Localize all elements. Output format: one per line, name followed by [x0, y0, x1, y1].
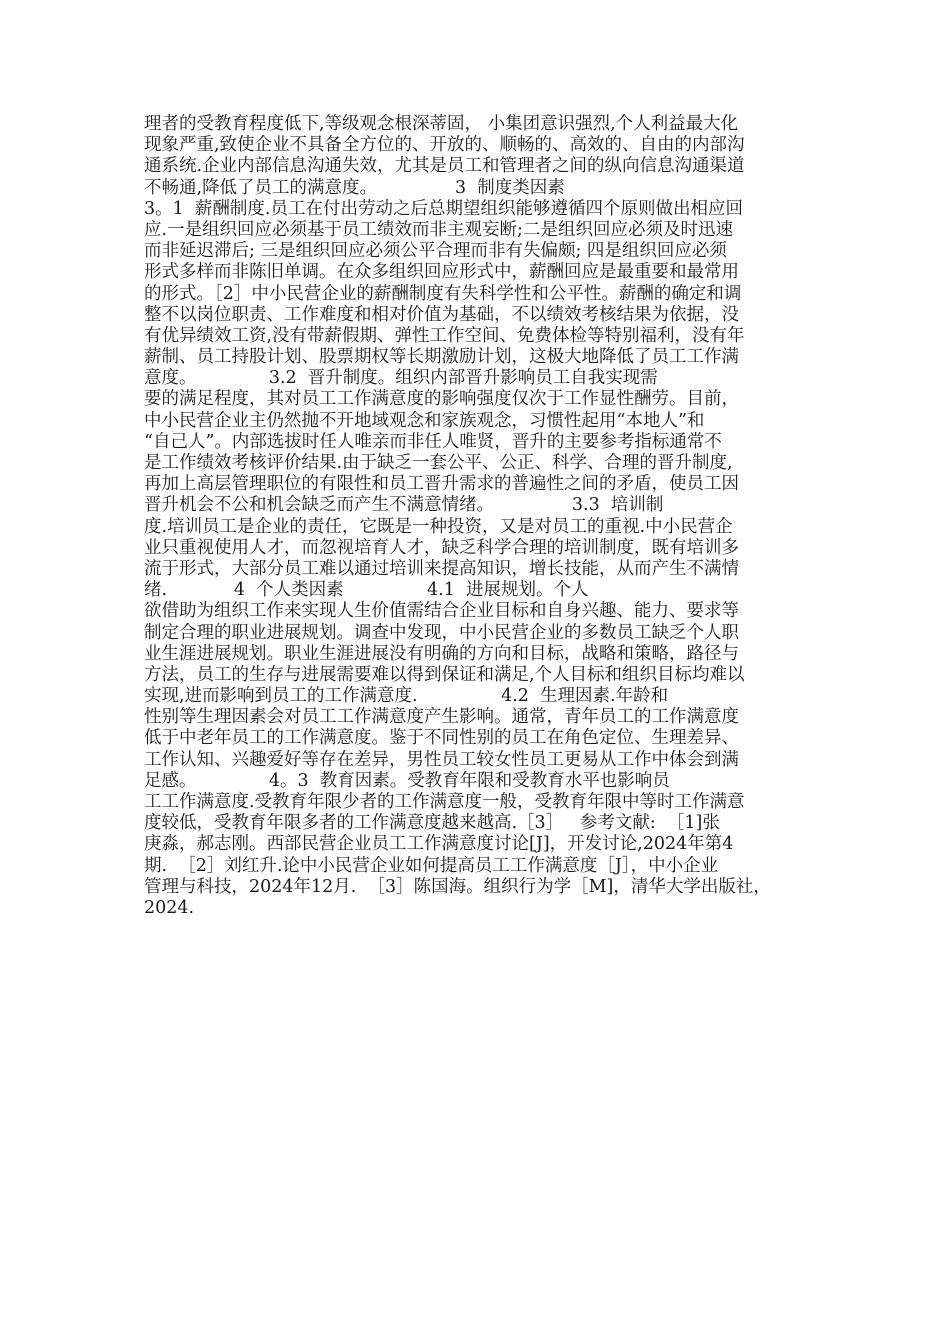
text-line: 现象严重,致使企业不具备全方位的、开放的、顺畅的、高效的、自由的内部沟 — [144, 135, 745, 156]
text-line: 理者的受教育程度低下,等级观念根深蒂固， 小集团意识强烈,个人利益最大化 — [144, 114, 739, 134]
text-line: 的形式。［2］中小民营企业的薪酬制度有失科学性和公平性。薪酬的确定和调 — [144, 283, 742, 304]
text-line: 欲借助为组织工作来实现人生价值需结合企业目标和自身兴趣、能力、要求等 — [144, 601, 739, 622]
text-line: 业生涯进展规划。职业生涯进展没有明确的方向和目标，战略和策略，路径与 — [144, 643, 739, 664]
text-line: “自己人”。内部选拔时任人唯亲而非任人唯贤，晋升的主要参考指标通常不 — [144, 431, 722, 452]
text-line: 而非延迟滞后; 三是组织回应必须公平合理而非有失偏颇; 四是组织回应必须 — [144, 241, 727, 262]
text-line: 流于形式，大部分员工难以通过培训来提高知识，增长技能，从而产生不满情 — [144, 558, 739, 579]
text-line: 中小民营企业主仍然抛不开地域观念和家族观念，习惯性起用“本地人”和 — [144, 410, 705, 431]
text-line: 方法，员工的生存与进展需要难以得到保证和满足,个人目标和组织目标均难以 — [144, 664, 745, 685]
text-line: 度.培训员工是企业的责任，它既是一种投资，又是对员工的重视.中小民营企 — [144, 516, 733, 537]
text-line: 晋升机会不公和机会缺乏而产生不满意情绪。 3.3 培训制 — [144, 495, 664, 516]
text-line: 是工作绩效考核评价结果.由于缺乏一套公平、公正、科学、合理的晋升制度, — [144, 453, 733, 473]
text-line: 形式多样而非陈旧单调。在众多组织回应形式中，薪酬回应是最重要和最常用 — [144, 262, 739, 283]
text-line: 有优异绩效工资,没有带薪假期、弹性工作空间、免费体检等特别福利，没有年 — [144, 325, 745, 346]
text-line: 工工作满意度.受教育年限少者的工作满意度一般，受教育年限中等时工作满意 — [144, 792, 745, 812]
text-line: 要的满足程度，其对员工工作满意度的影响强度仅次于工作显性酬劳。目前， — [144, 389, 739, 410]
text-line: 应.一是组织回应必须基于员工绩效而非主观妄断;二是组织回应必须及时迅速 — [144, 219, 733, 240]
text-line: 足感。 4。3 教育因素。受教育年限和受教育水平也影响员 — [144, 770, 670, 791]
text-line: 庚淼，郝志刚。西部民营企业员工工作满意度讨论[J]，开发讨论,2024年第4 — [144, 834, 734, 855]
body-text — [144, 114, 824, 919]
text-line: 意度。 3.2 晋升制度。组织内部晋升影响员工自我实现需 — [144, 368, 658, 389]
text-line: 度较低，受教育年限多者的工作满意度越来越高.［3］ 参考文献: ［1]张 — [144, 813, 720, 834]
text-line: 整不以岗位职责、工作难度和相对价值为基础，不以绩效考核结果为依据，没 — [144, 304, 739, 325]
text-line: 实现,进而影响到员工的工作满意度. 4.2 生理因素.年龄和 — [144, 686, 669, 707]
text-line: 性别等生理因素会对员工工作满意度产生影响。通常，青年员工的工作满意度 — [144, 707, 739, 728]
text-line: 业只重视使用人才，而忽视培育人才，缺乏科学合理的培训制度，既有培训多 — [144, 537, 739, 558]
text-line: 期. ［2］刘红升.论中小民营企业如何提高员工工作满意度［J］，中小企业 — [144, 855, 719, 876]
text-line: 低于中老年员工的工作满意度。鉴于不同性别的员工在角色定位、生理差异、 — [144, 728, 739, 749]
text-line: 不畅通,降低了员工的满意度。 3 制度类因素 — [144, 177, 565, 198]
text-line: 管理与科技，2024年12月. ［3］陈国海。组织行为学［M]，清华大学出版社， — [144, 876, 771, 897]
text-line: 3。1 薪酬制度.员工在付出劳动之后总期望组织能够遵循四个原则做出相应回 — [144, 198, 743, 219]
text-line: 制定合理的职业进展规划。调查中发现，中小民营企业的多数员工缺乏个人职 — [144, 622, 739, 643]
text-line: 薪制、员工持股计划、股票期权等长期激励计划，这极大地降低了员工工作满 — [144, 347, 739, 368]
text-line: 通系统.企业内部信息沟通失效，尤其是员工和管理者之间的纵向信息沟通渠道 — [144, 156, 745, 177]
text-line: 绪. 4 个人类因素 4.1 进展规划。个人 — [144, 580, 589, 601]
text-line: 再加上高层管理职位的有限性和员工晋升需求的普遍性之间的矛盾，使员工因 — [144, 474, 739, 495]
text-line: 2024. — [144, 897, 195, 918]
text-line: 工作认知、兴趣爱好等存在差异，男性员工较女性员工更易从工作中体会到满 — [144, 749, 739, 770]
